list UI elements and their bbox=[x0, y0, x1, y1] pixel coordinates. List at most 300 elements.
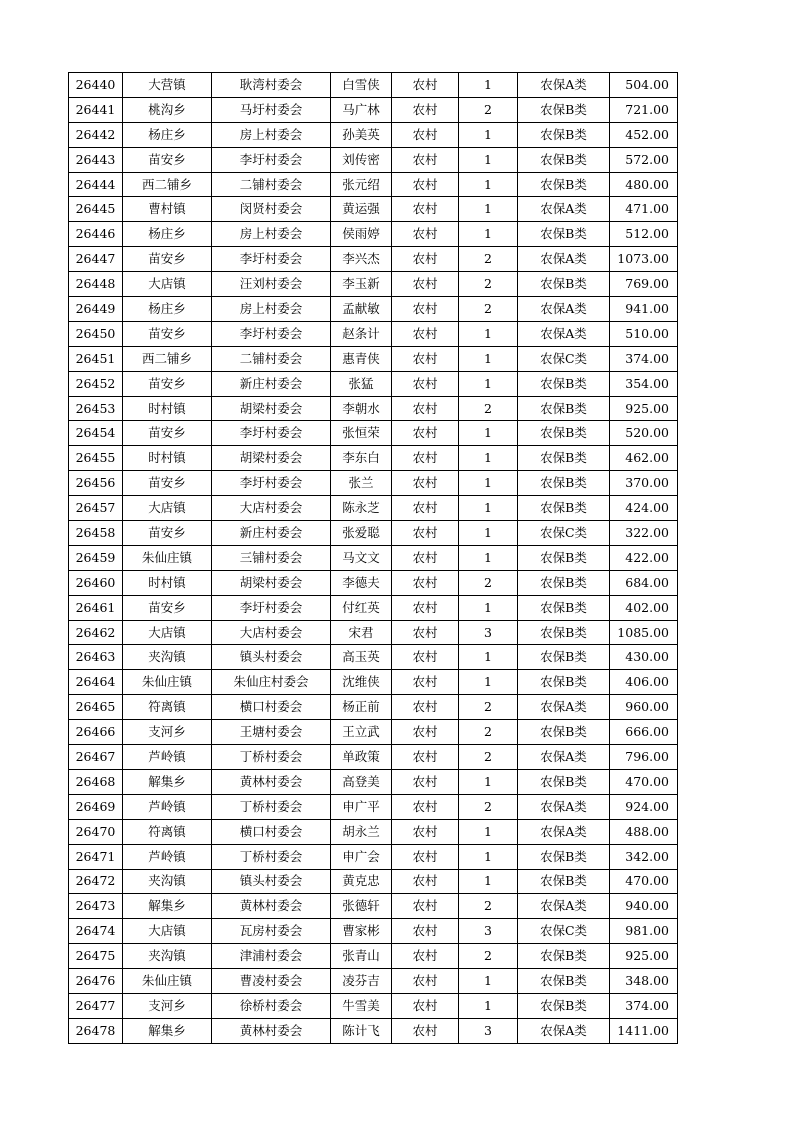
amount-cell: 488.00 bbox=[610, 819, 678, 844]
household-count-cell: 2 bbox=[459, 695, 518, 720]
person-name-cell: 孟献敏 bbox=[331, 297, 392, 322]
amount-cell: 520.00 bbox=[610, 421, 678, 446]
person-name-cell: 宋君 bbox=[331, 620, 392, 645]
record-id-cell: 26466 bbox=[69, 720, 123, 745]
record-id-cell: 26468 bbox=[69, 769, 123, 794]
table-body bbox=[69, 73, 678, 1044]
town-name-cell: 时村镇 bbox=[123, 570, 212, 595]
village-committee-cell: 镇头村委会 bbox=[212, 645, 331, 670]
amount-cell: 470.00 bbox=[610, 869, 678, 894]
town-name-cell: 苗安乡 bbox=[123, 421, 212, 446]
insurance-category-cell: 农保B类 bbox=[518, 222, 610, 247]
village-committee-cell: 马圩村委会 bbox=[212, 97, 331, 122]
town-name-cell: 解集乡 bbox=[123, 1018, 212, 1043]
insurance-category-cell: 农保A类 bbox=[518, 73, 610, 98]
amount-cell: 354.00 bbox=[610, 371, 678, 396]
amount-cell: 666.00 bbox=[610, 720, 678, 745]
record-id-cell: 26478 bbox=[69, 1018, 123, 1043]
village-committee-cell: 胡梁村委会 bbox=[212, 396, 331, 421]
village-committee-cell: 李圩村委会 bbox=[212, 247, 331, 272]
table-row bbox=[69, 321, 678, 346]
table-row bbox=[69, 794, 678, 819]
insurance-category-cell: 农保B类 bbox=[518, 844, 610, 869]
record-id-cell: 26441 bbox=[69, 97, 123, 122]
household-count-cell: 3 bbox=[459, 620, 518, 645]
person-name-cell: 惠青侠 bbox=[331, 346, 392, 371]
area-type-cell: 农村 bbox=[392, 197, 459, 222]
town-name-cell: 朱仙庄镇 bbox=[123, 545, 212, 570]
village-committee-cell: 李圩村委会 bbox=[212, 471, 331, 496]
person-name-cell: 李朝水 bbox=[331, 396, 392, 421]
area-type-cell: 农村 bbox=[392, 97, 459, 122]
amount-cell: 348.00 bbox=[610, 969, 678, 994]
household-count-cell: 1 bbox=[459, 869, 518, 894]
village-committee-cell: 汪刘村委会 bbox=[212, 272, 331, 297]
amount-cell: 769.00 bbox=[610, 272, 678, 297]
insurance-category-cell: 农保B类 bbox=[518, 670, 610, 695]
person-name-cell: 曹家彬 bbox=[331, 919, 392, 944]
household-count-cell: 2 bbox=[459, 396, 518, 421]
amount-cell: 925.00 bbox=[610, 396, 678, 421]
household-count-cell: 1 bbox=[459, 819, 518, 844]
amount-cell: 796.00 bbox=[610, 745, 678, 770]
insurance-category-cell: 农保B类 bbox=[518, 595, 610, 620]
household-count-cell: 1 bbox=[459, 521, 518, 546]
table-row bbox=[69, 172, 678, 197]
record-id-cell: 26458 bbox=[69, 521, 123, 546]
area-type-cell: 农村 bbox=[392, 122, 459, 147]
amount-cell: 422.00 bbox=[610, 545, 678, 570]
town-name-cell: 符离镇 bbox=[123, 819, 212, 844]
record-id-cell: 26442 bbox=[69, 122, 123, 147]
area-type-cell: 农村 bbox=[392, 720, 459, 745]
record-id-cell: 26462 bbox=[69, 620, 123, 645]
person-name-cell: 张元绍 bbox=[331, 172, 392, 197]
insurance-category-cell: 农保A类 bbox=[518, 894, 610, 919]
household-count-cell: 1 bbox=[459, 321, 518, 346]
area-type-cell: 农村 bbox=[392, 396, 459, 421]
person-name-cell: 马广林 bbox=[331, 97, 392, 122]
record-id-cell: 26469 bbox=[69, 794, 123, 819]
area-type-cell: 农村 bbox=[392, 745, 459, 770]
town-name-cell: 桃沟乡 bbox=[123, 97, 212, 122]
area-type-cell: 农村 bbox=[392, 222, 459, 247]
person-name-cell: 白雪侠 bbox=[331, 73, 392, 98]
table-row bbox=[69, 1018, 678, 1043]
town-name-cell: 解集乡 bbox=[123, 894, 212, 919]
amount-cell: 924.00 bbox=[610, 794, 678, 819]
person-name-cell: 张德轩 bbox=[331, 894, 392, 919]
household-count-cell: 1 bbox=[459, 645, 518, 670]
insurance-category-cell: 农保B类 bbox=[518, 545, 610, 570]
area-type-cell: 农村 bbox=[392, 446, 459, 471]
table-row bbox=[69, 272, 678, 297]
person-name-cell: 赵条计 bbox=[331, 321, 392, 346]
insurance-category-cell: 农保B类 bbox=[518, 869, 610, 894]
record-id-cell: 26440 bbox=[69, 73, 123, 98]
insurance-category-cell: 农保B类 bbox=[518, 371, 610, 396]
insurance-category-cell: 农保B类 bbox=[518, 421, 610, 446]
record-id-cell: 26460 bbox=[69, 570, 123, 595]
person-name-cell: 凌芬吉 bbox=[331, 969, 392, 994]
village-committee-cell: 胡梁村委会 bbox=[212, 446, 331, 471]
person-name-cell: 李兴杰 bbox=[331, 247, 392, 272]
table-row bbox=[69, 471, 678, 496]
person-name-cell: 牛雪美 bbox=[331, 993, 392, 1018]
record-id-cell: 26465 bbox=[69, 695, 123, 720]
area-type-cell: 农村 bbox=[392, 769, 459, 794]
table-row bbox=[69, 869, 678, 894]
insurance-category-cell: 农保A类 bbox=[518, 695, 610, 720]
village-committee-cell: 李圩村委会 bbox=[212, 147, 331, 172]
village-committee-cell: 三铺村委会 bbox=[212, 545, 331, 570]
town-name-cell: 解集乡 bbox=[123, 769, 212, 794]
insurance-category-cell: 农保B类 bbox=[518, 471, 610, 496]
insurance-category-cell: 农保C类 bbox=[518, 346, 610, 371]
village-committee-cell: 徐桥村委会 bbox=[212, 993, 331, 1018]
town-name-cell: 苗安乡 bbox=[123, 595, 212, 620]
household-count-cell: 2 bbox=[459, 247, 518, 272]
person-name-cell: 单政策 bbox=[331, 745, 392, 770]
person-name-cell: 张猛 bbox=[331, 371, 392, 396]
amount-cell: 342.00 bbox=[610, 844, 678, 869]
household-count-cell: 2 bbox=[459, 794, 518, 819]
record-id-cell: 26476 bbox=[69, 969, 123, 994]
insurance-category-cell: 农保B类 bbox=[518, 570, 610, 595]
record-id-cell: 26459 bbox=[69, 545, 123, 570]
insurance-category-cell: 农保B类 bbox=[518, 944, 610, 969]
area-type-cell: 农村 bbox=[392, 670, 459, 695]
table-row bbox=[69, 371, 678, 396]
area-type-cell: 农村 bbox=[392, 73, 459, 98]
amount-cell: 374.00 bbox=[610, 346, 678, 371]
village-committee-cell: 二铺村委会 bbox=[212, 346, 331, 371]
town-name-cell: 杨庄乡 bbox=[123, 297, 212, 322]
household-count-cell: 1 bbox=[459, 844, 518, 869]
village-committee-cell: 黄林村委会 bbox=[212, 894, 331, 919]
table-row bbox=[69, 421, 678, 446]
record-id-cell: 26453 bbox=[69, 396, 123, 421]
amount-cell: 462.00 bbox=[610, 446, 678, 471]
household-count-cell: 2 bbox=[459, 297, 518, 322]
table-row bbox=[69, 695, 678, 720]
insurance-category-cell: 农保B类 bbox=[518, 720, 610, 745]
amount-cell: 1073.00 bbox=[610, 247, 678, 272]
area-type-cell: 农村 bbox=[392, 545, 459, 570]
record-id-cell: 26470 bbox=[69, 819, 123, 844]
village-committee-cell: 房上村委会 bbox=[212, 222, 331, 247]
person-name-cell: 马文文 bbox=[331, 545, 392, 570]
village-committee-cell: 房上村委会 bbox=[212, 122, 331, 147]
insurance-category-cell: 农保B类 bbox=[518, 122, 610, 147]
table-row bbox=[69, 919, 678, 944]
household-count-cell: 1 bbox=[459, 147, 518, 172]
person-name-cell: 陈计飞 bbox=[331, 1018, 392, 1043]
town-name-cell: 大营镇 bbox=[123, 73, 212, 98]
amount-cell: 322.00 bbox=[610, 521, 678, 546]
town-name-cell: 芦岭镇 bbox=[123, 844, 212, 869]
town-name-cell: 芦岭镇 bbox=[123, 794, 212, 819]
person-name-cell: 王立武 bbox=[331, 720, 392, 745]
area-type-cell: 农村 bbox=[392, 695, 459, 720]
insurance-category-cell: 农保B类 bbox=[518, 496, 610, 521]
amount-cell: 510.00 bbox=[610, 321, 678, 346]
table-row bbox=[69, 969, 678, 994]
household-count-cell: 1 bbox=[459, 122, 518, 147]
record-id-cell: 26457 bbox=[69, 496, 123, 521]
table-row bbox=[69, 720, 678, 745]
table-row bbox=[69, 670, 678, 695]
area-type-cell: 农村 bbox=[392, 993, 459, 1018]
insurance-category-cell: 农保A类 bbox=[518, 745, 610, 770]
record-id-cell: 26471 bbox=[69, 844, 123, 869]
record-id-cell: 26452 bbox=[69, 371, 123, 396]
town-name-cell: 大店镇 bbox=[123, 272, 212, 297]
household-count-cell: 1 bbox=[459, 471, 518, 496]
person-name-cell: 李玉新 bbox=[331, 272, 392, 297]
amount-cell: 480.00 bbox=[610, 172, 678, 197]
insurance-category-cell: 农保B类 bbox=[518, 172, 610, 197]
person-name-cell: 李德夫 bbox=[331, 570, 392, 595]
table-row bbox=[69, 297, 678, 322]
town-name-cell: 大店镇 bbox=[123, 620, 212, 645]
table-row bbox=[69, 645, 678, 670]
table-row bbox=[69, 595, 678, 620]
village-committee-cell: 耿湾村委会 bbox=[212, 73, 331, 98]
person-name-cell: 黄运强 bbox=[331, 197, 392, 222]
area-type-cell: 农村 bbox=[392, 794, 459, 819]
village-committee-cell: 瓦房村委会 bbox=[212, 919, 331, 944]
amount-cell: 452.00 bbox=[610, 122, 678, 147]
household-count-cell: 2 bbox=[459, 894, 518, 919]
area-type-cell: 农村 bbox=[392, 869, 459, 894]
person-name-cell: 申广平 bbox=[331, 794, 392, 819]
amount-cell: 424.00 bbox=[610, 496, 678, 521]
record-id-cell: 26473 bbox=[69, 894, 123, 919]
insurance-category-cell: 农保B类 bbox=[518, 769, 610, 794]
person-name-cell: 孙美英 bbox=[331, 122, 392, 147]
record-id-cell: 26445 bbox=[69, 197, 123, 222]
area-type-cell: 农村 bbox=[392, 371, 459, 396]
record-id-cell: 26456 bbox=[69, 471, 123, 496]
town-name-cell: 曹村镇 bbox=[123, 197, 212, 222]
insurance-category-cell: 农保C类 bbox=[518, 521, 610, 546]
record-id-cell: 26446 bbox=[69, 222, 123, 247]
town-name-cell: 大店镇 bbox=[123, 919, 212, 944]
person-name-cell: 张兰 bbox=[331, 471, 392, 496]
village-committee-cell: 王塘村委会 bbox=[212, 720, 331, 745]
record-id-cell: 26477 bbox=[69, 993, 123, 1018]
area-type-cell: 农村 bbox=[392, 297, 459, 322]
town-name-cell: 夹沟镇 bbox=[123, 944, 212, 969]
household-count-cell: 1 bbox=[459, 172, 518, 197]
household-count-cell: 1 bbox=[459, 346, 518, 371]
person-name-cell: 高登美 bbox=[331, 769, 392, 794]
amount-cell: 572.00 bbox=[610, 147, 678, 172]
area-type-cell: 农村 bbox=[392, 944, 459, 969]
town-name-cell: 苗安乡 bbox=[123, 521, 212, 546]
village-committee-cell: 房上村委会 bbox=[212, 297, 331, 322]
amount-cell: 512.00 bbox=[610, 222, 678, 247]
table-row bbox=[69, 496, 678, 521]
person-name-cell: 侯雨婷 bbox=[331, 222, 392, 247]
person-name-cell: 付红英 bbox=[331, 595, 392, 620]
town-name-cell: 苗安乡 bbox=[123, 247, 212, 272]
record-id-cell: 26475 bbox=[69, 944, 123, 969]
amount-cell: 1085.00 bbox=[610, 620, 678, 645]
area-type-cell: 农村 bbox=[392, 1018, 459, 1043]
village-committee-cell: 曹凌村委会 bbox=[212, 969, 331, 994]
area-type-cell: 农村 bbox=[392, 919, 459, 944]
record-id-cell: 26449 bbox=[69, 297, 123, 322]
town-name-cell: 夹沟镇 bbox=[123, 645, 212, 670]
town-name-cell: 时村镇 bbox=[123, 396, 212, 421]
area-type-cell: 农村 bbox=[392, 172, 459, 197]
village-committee-cell: 二铺村委会 bbox=[212, 172, 331, 197]
insurance-category-cell: 农保B类 bbox=[518, 446, 610, 471]
person-name-cell: 黄克忠 bbox=[331, 869, 392, 894]
person-name-cell: 申广会 bbox=[331, 844, 392, 869]
household-count-cell: 1 bbox=[459, 421, 518, 446]
table-row bbox=[69, 819, 678, 844]
table-row bbox=[69, 745, 678, 770]
amount-cell: 430.00 bbox=[610, 645, 678, 670]
village-committee-cell: 胡梁村委会 bbox=[212, 570, 331, 595]
person-name-cell: 陈永芝 bbox=[331, 496, 392, 521]
amount-cell: 370.00 bbox=[610, 471, 678, 496]
household-count-cell: 1 bbox=[459, 969, 518, 994]
insurance-category-cell: 农保A类 bbox=[518, 247, 610, 272]
amount-cell: 504.00 bbox=[610, 73, 678, 98]
table-row bbox=[69, 769, 678, 794]
town-name-cell: 芦岭镇 bbox=[123, 745, 212, 770]
insurance-category-cell: 农保B类 bbox=[518, 396, 610, 421]
household-count-cell: 3 bbox=[459, 919, 518, 944]
record-id-cell: 26448 bbox=[69, 272, 123, 297]
town-name-cell: 西二铺乡 bbox=[123, 346, 212, 371]
town-name-cell: 苗安乡 bbox=[123, 471, 212, 496]
area-type-cell: 农村 bbox=[392, 620, 459, 645]
amount-cell: 1411.00 bbox=[610, 1018, 678, 1043]
person-name-cell: 高玉英 bbox=[331, 645, 392, 670]
person-name-cell: 杨正前 bbox=[331, 695, 392, 720]
village-committee-cell: 李圩村委会 bbox=[212, 595, 331, 620]
table-row bbox=[69, 122, 678, 147]
town-name-cell: 符离镇 bbox=[123, 695, 212, 720]
village-committee-cell: 丁桥村委会 bbox=[212, 794, 331, 819]
record-id-cell: 26472 bbox=[69, 869, 123, 894]
village-committee-cell: 大店村委会 bbox=[212, 496, 331, 521]
person-name-cell: 刘传密 bbox=[331, 147, 392, 172]
insurance-category-cell: 农保B类 bbox=[518, 147, 610, 172]
record-id-cell: 26450 bbox=[69, 321, 123, 346]
amount-cell: 960.00 bbox=[610, 695, 678, 720]
area-type-cell: 农村 bbox=[392, 844, 459, 869]
town-name-cell: 大店镇 bbox=[123, 496, 212, 521]
area-type-cell: 农村 bbox=[392, 819, 459, 844]
record-id-cell: 26443 bbox=[69, 147, 123, 172]
table-row bbox=[69, 97, 678, 122]
record-id-cell: 26447 bbox=[69, 247, 123, 272]
household-count-cell: 2 bbox=[459, 944, 518, 969]
record-id-cell: 26454 bbox=[69, 421, 123, 446]
household-count-cell: 1 bbox=[459, 222, 518, 247]
household-count-cell: 1 bbox=[459, 197, 518, 222]
insurance-category-cell: 农保B类 bbox=[518, 969, 610, 994]
village-committee-cell: 黄林村委会 bbox=[212, 1018, 331, 1043]
area-type-cell: 农村 bbox=[392, 645, 459, 670]
insurance-category-cell: 农保A类 bbox=[518, 297, 610, 322]
record-id-cell: 26451 bbox=[69, 346, 123, 371]
household-count-cell: 1 bbox=[459, 545, 518, 570]
table-row bbox=[69, 446, 678, 471]
table-row bbox=[69, 944, 678, 969]
household-count-cell: 2 bbox=[459, 745, 518, 770]
village-committee-cell: 黄林村委会 bbox=[212, 769, 331, 794]
household-count-cell: 1 bbox=[459, 446, 518, 471]
area-type-cell: 农村 bbox=[392, 521, 459, 546]
allowance-table bbox=[68, 72, 678, 1044]
village-committee-cell: 朱仙庄村委会 bbox=[212, 670, 331, 695]
household-count-cell: 2 bbox=[459, 570, 518, 595]
town-name-cell: 朱仙庄镇 bbox=[123, 969, 212, 994]
household-count-cell: 1 bbox=[459, 595, 518, 620]
record-id-cell: 26467 bbox=[69, 745, 123, 770]
insurance-category-cell: 农保B类 bbox=[518, 645, 610, 670]
amount-cell: 374.00 bbox=[610, 993, 678, 1018]
village-committee-cell: 镇头村委会 bbox=[212, 869, 331, 894]
town-name-cell: 西二铺乡 bbox=[123, 172, 212, 197]
person-name-cell: 沈维侠 bbox=[331, 670, 392, 695]
table-row bbox=[69, 396, 678, 421]
area-type-cell: 农村 bbox=[392, 321, 459, 346]
area-type-cell: 农村 bbox=[392, 247, 459, 272]
insurance-category-cell: 农保B类 bbox=[518, 620, 610, 645]
village-committee-cell: 新庄村委会 bbox=[212, 521, 331, 546]
area-type-cell: 农村 bbox=[392, 421, 459, 446]
record-id-cell: 26474 bbox=[69, 919, 123, 944]
table-row bbox=[69, 147, 678, 172]
household-count-cell: 1 bbox=[459, 496, 518, 521]
village-committee-cell: 丁桥村委会 bbox=[212, 844, 331, 869]
town-name-cell: 苗安乡 bbox=[123, 147, 212, 172]
household-count-cell: 2 bbox=[459, 272, 518, 297]
town-name-cell: 朱仙庄镇 bbox=[123, 670, 212, 695]
village-committee-cell: 横口村委会 bbox=[212, 819, 331, 844]
amount-cell: 721.00 bbox=[610, 97, 678, 122]
amount-cell: 406.00 bbox=[610, 670, 678, 695]
record-id-cell: 26455 bbox=[69, 446, 123, 471]
amount-cell: 402.00 bbox=[610, 595, 678, 620]
area-type-cell: 农村 bbox=[392, 496, 459, 521]
village-committee-cell: 丁桥村委会 bbox=[212, 745, 331, 770]
household-count-cell: 1 bbox=[459, 670, 518, 695]
insurance-category-cell: 农保A类 bbox=[518, 321, 610, 346]
table-row bbox=[69, 247, 678, 272]
village-committee-cell: 李圩村委会 bbox=[212, 421, 331, 446]
amount-cell: 941.00 bbox=[610, 297, 678, 322]
insurance-category-cell: 农保A类 bbox=[518, 1018, 610, 1043]
area-type-cell: 农村 bbox=[392, 346, 459, 371]
area-type-cell: 农村 bbox=[392, 272, 459, 297]
insurance-category-cell: 农保B类 bbox=[518, 97, 610, 122]
person-name-cell: 张青山 bbox=[331, 944, 392, 969]
table-row bbox=[69, 197, 678, 222]
amount-cell: 684.00 bbox=[610, 570, 678, 595]
area-type-cell: 农村 bbox=[392, 570, 459, 595]
record-id-cell: 26464 bbox=[69, 670, 123, 695]
household-count-cell: 1 bbox=[459, 73, 518, 98]
